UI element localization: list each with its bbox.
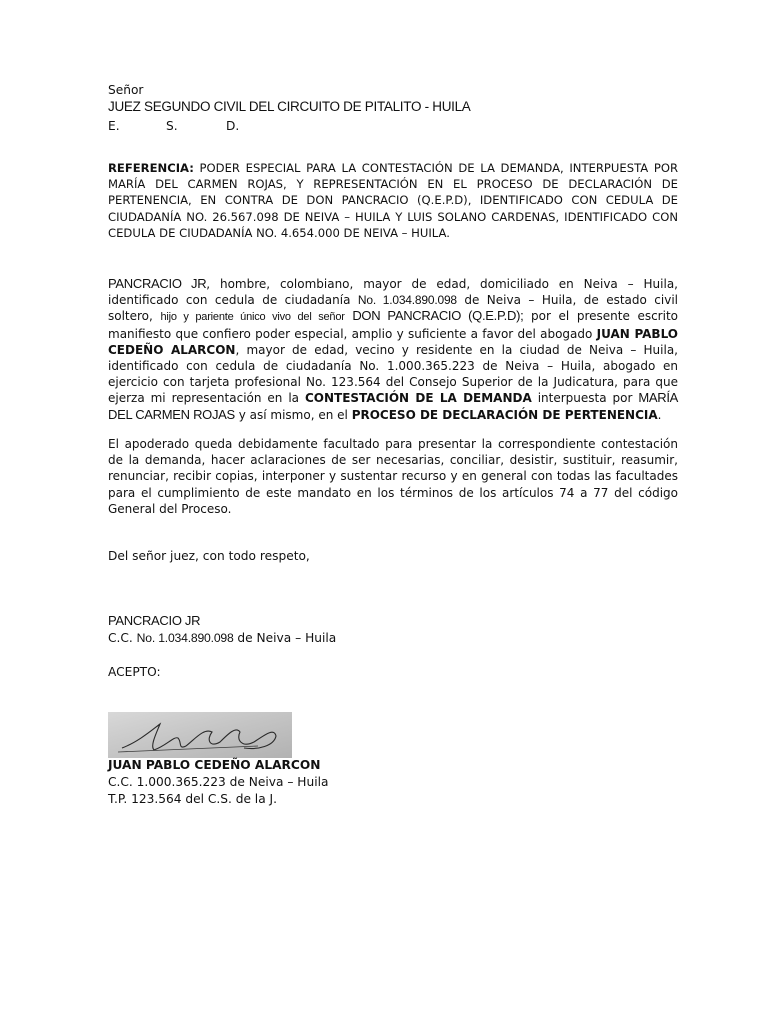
plaintiff-name: MARÍA DEL CARMEN ROJAS — [108, 390, 679, 422]
attorney-name: JUAN PABLO CEDEÑO ALARCON — [108, 326, 678, 357]
esd-s: S. — [166, 119, 178, 133]
reference-label: REFERENCIA: — [108, 161, 194, 175]
deceased-name: DON PANCRACIO (Q.E.P.D); — [352, 308, 524, 324]
power-text-2: de Neiva – Huila, de estado civil soltero, — [108, 293, 678, 324]
grantor-cc-line — [108, 630, 678, 646]
power-paragraph — [108, 276, 678, 423]
court-name: JUEZ SEGUNDO CIVIL DEL CIRCUITO DE PITALITO - HUILA — [108, 99, 471, 114]
faculties-paragraph: El apoderado queda debidamente facultado para presentar la correspondiente contestación de la demanda, hacer aclaraciones de ser necesarias, conciliar, desistir, sustituir, reasumir, renunciar, recibir copias, interponer y sustentar recurso y en general con todas las facultades para el cumplimiento de este mandato en los términos de los artículos 74 a 77 del código General del Proceso. — [108, 437, 678, 516]
salutation: Señor — [108, 83, 144, 97]
grantor-cc-suffix: de Neiva – Huila — [233, 631, 337, 645]
grantor-signature-name: PANCRACIO JR — [108, 613, 201, 628]
reference-text: PODER ESPECIAL PARA LA CONTESTACIÓN DE LA DEMANDA, INTERPUESTA POR MARÍA DEL CARMEN ROJAS, Y REPRESENTACIÓN EN EL PROCESO DE DECLARACIÓN DE PERTENENCIA, EN CONTRA DE DON PANCRACIO (Q.E.P.D), IDENTIFICADO CON CEDULA DE CIUDADANÍA NO. 26.567.098 DE NEIVA – HUILA Y LUIS SOLANO CARDENAS, IDENTIFICADO CON CEDULA DE CIUDADANÍA NO. 4.654.000 DE NEIVA – HUILA. — [108, 161, 678, 240]
grantor-cc-number: No. 1.034.890.098 — [136, 631, 234, 645]
power-text-1: , hombre, colombiano, mayor de edad, domiciliado en Neiva – Huila, identificado con cedula de ciudadanía — [108, 277, 678, 308]
esd-e: E. — [108, 119, 120, 133]
grantor-cc-prefix: C.C. — [108, 631, 137, 645]
acceptance-label: ACEPTO: — [108, 665, 161, 679]
power-text-4: por el presente escrito manifiesto que confiero poder especial, amplio y suficiente a favor del abogado — [108, 309, 678, 341]
attorney-signature-name: JUAN PABLO CEDEÑO ALARCON — [108, 758, 321, 772]
esd-line — [108, 118, 678, 134]
esd-d: D. — [226, 119, 240, 133]
power-text-5: , mayor de edad, vecino y residente en la ciudad de Neiva – Huila, identificado con cedula de ciudadanía No. 1.000.365.223 de Neiva – Huila, abogado en ejercicio con tarjeta profesional No. 123.564 del Consejo Superior de la Judicatura, para que ejerza mi representación en la — [108, 342, 678, 406]
attorney-tp-line: T.P. 123.564 del C.S. de la J. — [108, 792, 278, 806]
grantor-name: PANCRACIO JR — [108, 276, 207, 291]
power-text-3: hijo y pariente único vivo del señor — [160, 311, 345, 324]
proceso-label: PROCESO DE DECLARACIÓN DE PERTENENCIA — [351, 407, 658, 422]
reference-paragraph — [108, 160, 678, 241]
handwritten-signature-image — [108, 712, 292, 758]
grantor-id: No. 1.034.890.098 — [357, 293, 457, 308]
power-text-6: interpuesta por — [531, 391, 639, 406]
power-text-8: . — [657, 407, 662, 422]
attorney-cc-line: C.C. 1.000.365.223 de Neiva – Huila — [108, 775, 329, 789]
power-text-7: y así mismo, en el — [234, 407, 352, 422]
contestacion-label: CONTESTACIÓN DE LA DEMANDA — [304, 391, 532, 406]
closing-line: Del señor juez, con todo respeto, — [108, 549, 310, 563]
